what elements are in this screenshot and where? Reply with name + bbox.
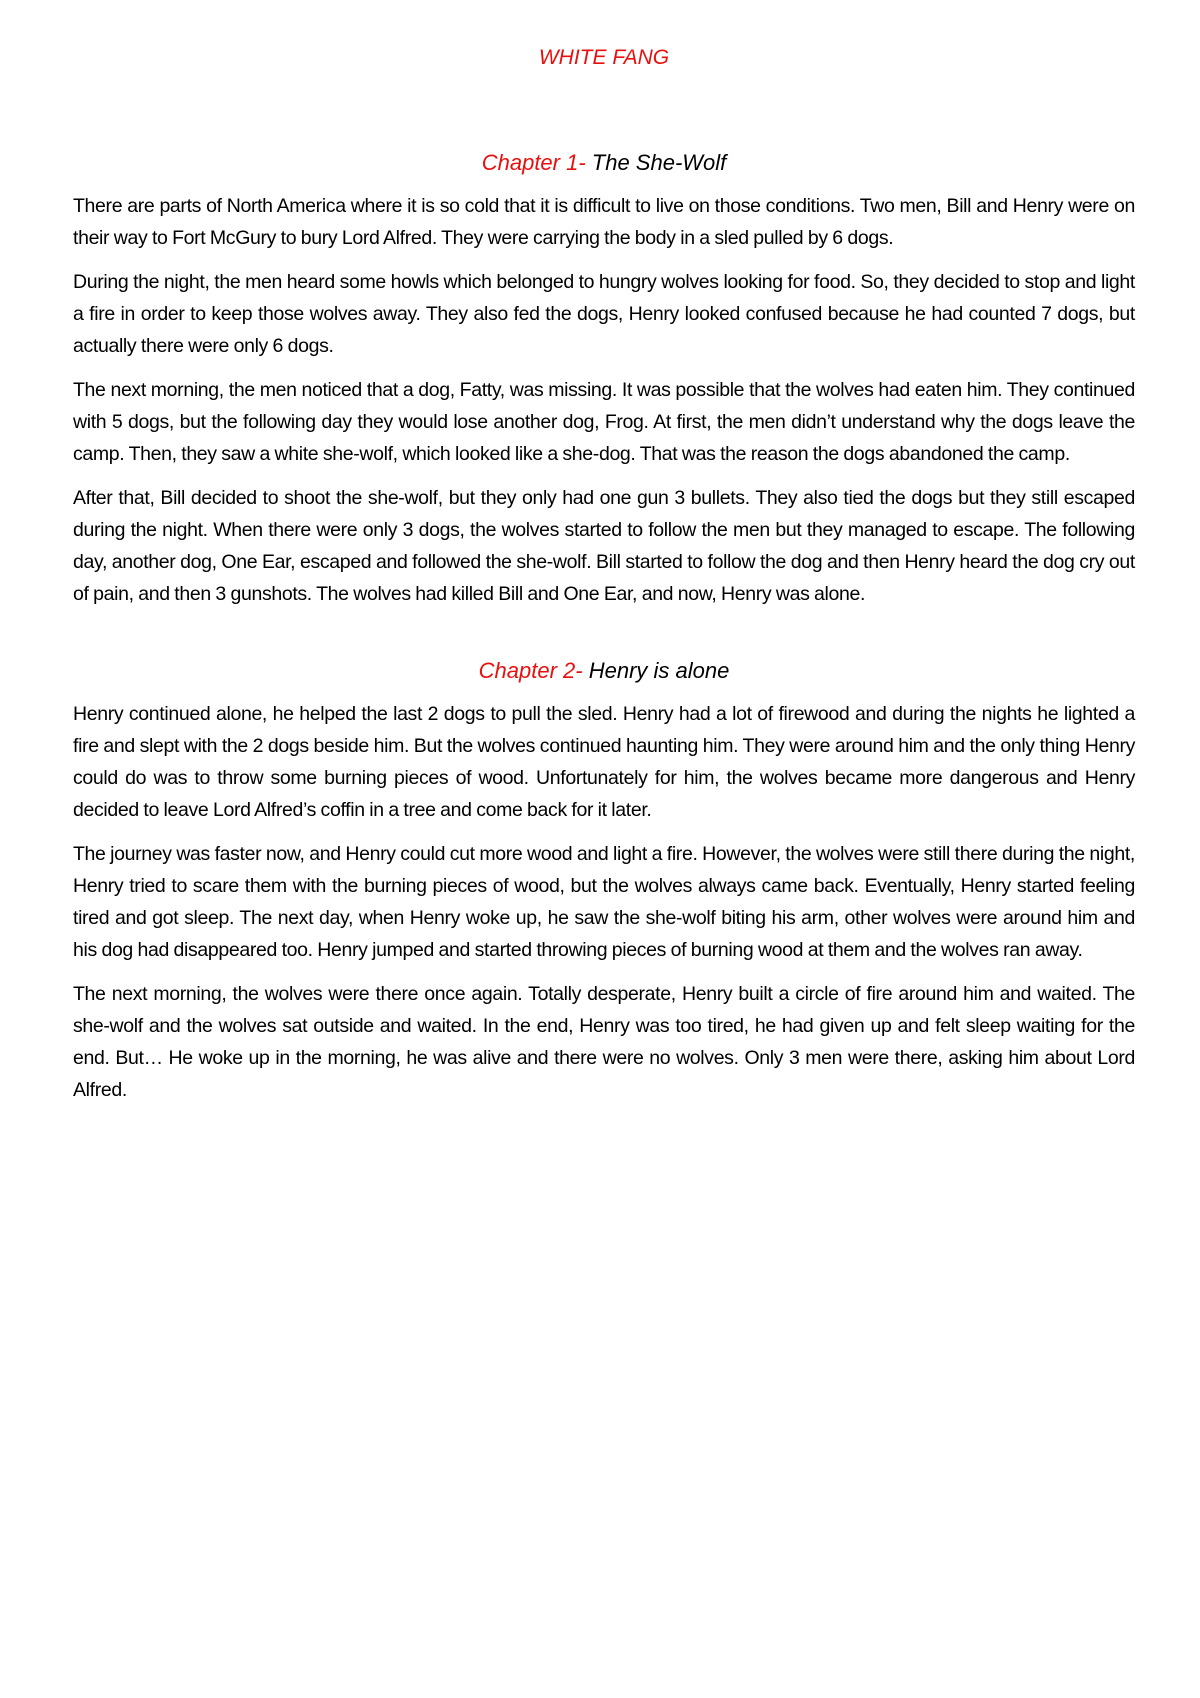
chapter-1 [73,148,1135,610]
chapter-2 [73,656,1135,1106]
document-title: WHITE FANG [538,46,670,69]
chapter-heading [73,148,1135,178]
chapter-title: Henry is alone [582,658,730,683]
paragraph: The next morning, the men noticed that a dog, Fatty, was missing. It was possible that the wolves had eaten him. They continued with 5 dogs, but the following day they would lose another dog, Frog. At first, the men didn’t understand why the dogs leave the camp. Then, they saw a white she-wolf, which looked like a she-dog. That was the reason the dogs abandoned the camp. [73,379,1135,465]
paragraph: During the night, the men heard some howls which belonged to hungry wolves looking for food. So, they decided to stop and light a fire in order to keep those wolves away. They also fed the dogs, Henry looked confused because he had counted 7 dogs, but actually there were only 6 dogs. [73,271,1135,357]
paragraph: The journey was faster now, and Henry could cut more wood and light a fire. However, the wolves were still there during the night, Henry tried to scare them with the burning pieces of wood, but the wolves always came back. Eventually, Henry started feeling tired and got sleep. The next day, when Henry woke up, he saw the she-wolf biting his arm, other wolves were around him and his dog had disappeared too. Henry jumped and started throwing pieces of burning wood at them and the wolves ran away. [73,843,1135,961]
paragraph: Henry continued alone, he helped the last 2 dogs to pull the sled. Henry had a lot of firewood and during the nights he lighted a fire and slept with the 2 dogs beside him. But the wolves continued haunting him. They were around him and the only thing Henry could do was to throw some burning pieces of wood. Unfortunately for him, the wolves became more dangerous and Henry decided to leave Lord Alfred’s coffin in a tree and come back for it later. [73,703,1135,821]
chapter-title: The She-Wolf [585,150,727,175]
document-page [73,44,1135,1118]
chapter-heading [73,656,1135,686]
paragraph: After that, Bill decided to shoot the she-wolf, but they only had one gun 3 bullets. They also tied the dogs but they still escaped during the night. When there were only 3 dogs, the wolves started to follow the men but they managed to escape. The following day, another dog, One Ear, escaped and followed the she-wolf. Bill started to follow the dog and then Henry heard the dog cry out of pain, and then 3 gunshots. The wolves had killed Bill and One Ear, and now, Henry was alone. [73,487,1135,605]
paragraph: The next morning, the wolves were there once again. Totally desperate, Henry built a circle of fire around him and waited. The she-wolf and the wolves sat outside and waited. In the end, Henry was too tired, he had given up and felt sleep waiting for the end. But… He woke up in the morning, he was alive and there were no wolves. Only 3 men were there, asking him about Lord Alfred. [73,983,1135,1101]
chapter-number: Chapter 1- [481,150,586,175]
chapter-number: Chapter 2- [478,658,583,683]
paragraph: There are parts of North America where it is so cold that it is difficult to live on those conditions. Two men, Bill and Henry were on their way to Fort McGury to bury Lord Alfred. They were carrying the body in a sled pulled by 6 dogs. [73,195,1135,249]
